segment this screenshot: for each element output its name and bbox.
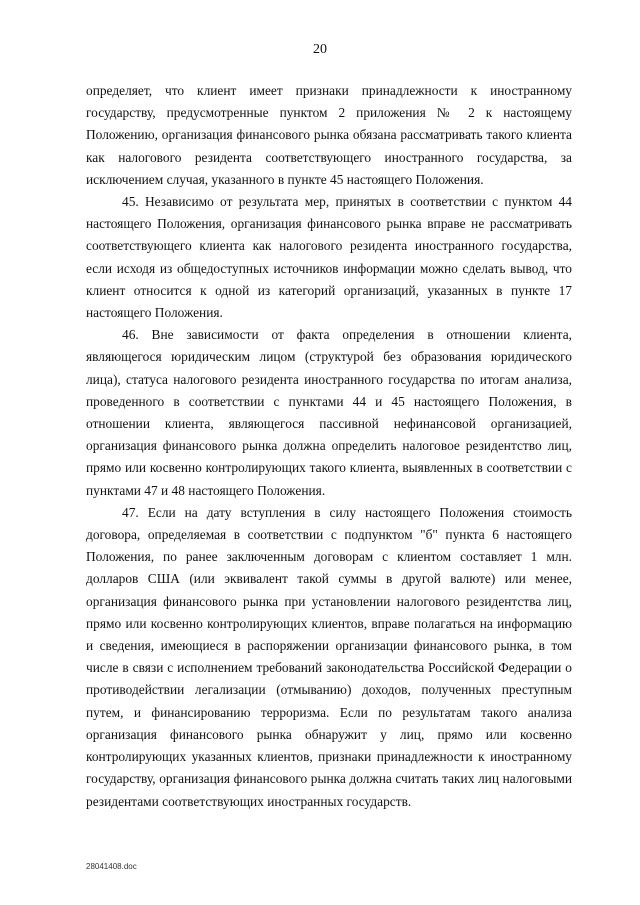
file-name-footer: 28041408.doc (86, 862, 137, 871)
paragraph-continuation: определяет, что клиент имеет признаки принадлежности к иностранному государству, предусмотренные пунктом 2 приложения № 2 к настоящему Положению, организация финансового рынка обязана рассматривать такого клиента как налогового резидента соответствующего иностранного государства, за исключением случая, указанного в пункте 45 настоящего Положения. (86, 83, 572, 187)
document-body (86, 80, 572, 813)
paragraph-47: 47. Если на дату вступления в силу настоящего Положения стоимость договора, определяемая в соответствии с подпунктом "б" пункта 6 настоящего Положения, по ранее заключенным договорам с клиентом составляет 1 млн. долларов США (или эквивалент такой суммы в другой валюте) или менее, организация финансового рынка при установлении налогового резидентства лиц, прямо или косвенно контролирующих клиентов, вправе полагаться на информацию и сведения, имеющиеся в распоряжении организации финансового рынка, в том числе в связи с исполнением требований законодательства Российской Федерации о противодействии легализации (отмыванию) доходов, полученных преступным путем, и финансированию терроризма. Если по результатам такого анализа организация финансового рынка обнаружит у лиц, прямо или косвенно контролирующих указанных клиентов, признаки принадлежности к иностранному государству, организация финансового рынка должна считать таких лиц налоговыми резидентами соответствующих иностранных государств. (86, 504, 572, 809)
page-number: 20 (313, 42, 327, 57)
paragraph-45: 45. Независимо от результата мер, принятых в соответствии с пунктом 44 настоящего Положения, организация финансового рынка вправе не рассматривать соответствующего клиента как налогового резидента иностранного государства, если исходя из общедоступных источников информации можно сделать вывод, что клиент относится к одной из категорий организаций, указанных в пункте 17 настоящего Положения. (86, 194, 572, 321)
paragraph-46: 46. Вне зависимости от факта определения в отношении клиента, являющегося юридическим лицом (структурой без образования юридического лица), статуса налогового резидента иностранного государства по итогам анализа, проведенного в соответствии с пунктами 44 и 45 настоящего Положения, в отношении клиента, являющегося пассивной нефинансовой организацией, организация финансового рынка должна определить налоговое резидентство лиц, прямо или косвенно контролирующих такого клиента, выявленных в соответствии с пунктами 47 и 48 настоящего Положения. (86, 327, 572, 498)
